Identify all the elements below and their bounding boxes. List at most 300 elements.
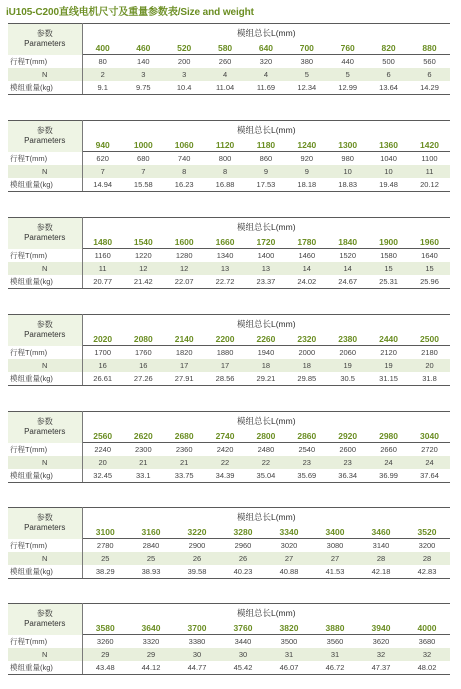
parameters-label (8, 412, 82, 443)
stroke-value: 2120 (380, 348, 397, 357)
n-value: 25 (82, 552, 128, 565)
weight-value: 14.94 (82, 178, 123, 192)
length-value: 1420 (409, 138, 450, 152)
stroke-value: 800 (218, 154, 232, 163)
n-value: 26 (174, 552, 220, 565)
length-value: 2560 (82, 429, 123, 443)
length-value: 2800 (246, 429, 287, 443)
n-label: N (8, 165, 82, 178)
weight-value: 15.58 (123, 178, 164, 192)
parameters-label-cn: 参数 (36, 223, 53, 233)
n-value: 7 (123, 165, 164, 178)
n-value: 15 (368, 262, 409, 275)
n-value: 6 (368, 68, 409, 81)
stroke-value: 2240 (94, 445, 112, 454)
stroke-value: 3500 (280, 637, 298, 646)
weight-value: 21.42 (123, 275, 164, 289)
n-value: 27 (312, 552, 358, 565)
n-value: 6 (409, 68, 450, 81)
length-value: 1960 (409, 235, 450, 249)
n-value: 28 (358, 552, 404, 565)
weight-value: 39.58 (174, 565, 220, 579)
weight-value: 43.48 (82, 661, 128, 675)
weight-value: 36.34 (327, 469, 368, 483)
stroke-value: 1160 (94, 251, 111, 260)
total-length-header: 模组总长L(mm) (82, 24, 450, 42)
length-value: 2980 (368, 429, 409, 443)
n-value: 5 (286, 68, 327, 81)
stroke-value: 1460 (298, 251, 316, 260)
n-value: 17 (205, 359, 246, 372)
stroke-value: 200 (177, 57, 191, 66)
spec-table-1 (8, 23, 450, 95)
n-value: 14 (286, 262, 327, 275)
n-value: 29 (128, 648, 174, 661)
spec-table-2 (8, 120, 450, 192)
weight-value: 36.99 (368, 469, 409, 483)
length-value: 1000 (123, 138, 164, 152)
n-value: 2 (82, 68, 123, 81)
weight-value: 27.26 (123, 372, 164, 386)
n-value: 10 (368, 165, 409, 178)
weight-value: 12.34 (286, 81, 327, 95)
n-value: 3 (123, 68, 164, 81)
spec-table-grid (8, 217, 450, 289)
stroke-value: 1640 (421, 251, 438, 260)
n-value: 30 (220, 648, 266, 661)
stroke-value: 1520 (339, 251, 357, 260)
n-value: 22 (205, 456, 246, 469)
length-value: 2380 (327, 332, 368, 346)
weight-value: 26.61 (82, 372, 123, 386)
n-value: 16 (82, 359, 123, 372)
stroke-value: 1760 (134, 348, 152, 357)
stroke-value: 980 (341, 154, 354, 163)
stroke-value: 1880 (216, 348, 234, 357)
length-value: 3880 (312, 621, 358, 635)
parameters-label-en: Parameters (24, 330, 66, 340)
stroke-value: 80 (98, 57, 107, 66)
parameters-label (8, 121, 82, 152)
n-value: 15 (409, 262, 450, 275)
length-value: 1480 (82, 235, 123, 249)
weight-value: 42.18 (358, 565, 404, 579)
total-length-header: 模组总长L(mm) (82, 121, 450, 139)
stroke-value: 2060 (339, 348, 357, 357)
weight-value: 25.31 (368, 275, 409, 289)
weight-value: 31.15 (368, 372, 409, 386)
weight-value: 19.48 (368, 178, 409, 192)
length-value: 2740 (205, 429, 246, 443)
stroke-value: 2720 (421, 445, 438, 454)
parameters-label-en: Parameters (24, 233, 66, 243)
total-length-header: 模组总长L(mm) (82, 412, 450, 430)
stroke-value: 440 (341, 57, 354, 66)
length-value: 1780 (286, 235, 327, 249)
length-value: 3280 (220, 525, 266, 539)
n-value: 21 (164, 456, 205, 469)
length-value: 1720 (246, 235, 287, 249)
stroke-label: 行程T(mm) (8, 55, 82, 69)
weight-value: 40.88 (266, 565, 312, 579)
weight-value: 29.85 (286, 372, 327, 386)
n-value: 19 (327, 359, 368, 372)
stroke-value: 2900 (188, 541, 206, 550)
weight-value: 30.5 (327, 372, 368, 386)
parameters-label-cn: 参数 (36, 609, 53, 619)
length-value: 3580 (82, 621, 128, 635)
weight-value: 18.83 (327, 178, 368, 192)
weight-value: 27.91 (164, 372, 205, 386)
length-value: 1900 (368, 235, 409, 249)
n-label: N (8, 262, 82, 275)
weight-label: 模组重量(kg) (8, 81, 82, 95)
stroke-label: 行程T(mm) (8, 346, 82, 360)
n-value: 25 (128, 552, 174, 565)
n-value: 27 (266, 552, 312, 565)
weight-value: 32.45 (82, 469, 123, 483)
length-value: 2440 (368, 332, 409, 346)
stroke-value: 1280 (175, 251, 193, 260)
parameters-label (8, 24, 82, 55)
weight-value: 48.02 (404, 661, 450, 675)
length-value: 880 (409, 41, 450, 55)
parameters-label-en: Parameters (24, 619, 66, 629)
weight-value: 9.1 (82, 81, 123, 95)
n-value: 16 (123, 359, 164, 372)
n-value: 14 (327, 262, 368, 275)
weight-value: 37.64 (409, 469, 450, 483)
n-value: 11 (82, 262, 123, 275)
length-value: 3400 (312, 525, 358, 539)
stroke-value: 3620 (372, 637, 390, 646)
n-value: 17 (164, 359, 205, 372)
stroke-value: 3200 (418, 541, 436, 550)
length-value: 520 (164, 41, 205, 55)
weight-value: 35.04 (246, 469, 287, 483)
length-value: 3040 (409, 429, 450, 443)
n-value: 24 (368, 456, 409, 469)
length-value: 2020 (82, 332, 123, 346)
weight-value: 9.75 (123, 81, 164, 95)
length-value: 640 (246, 41, 287, 55)
stroke-value: 3080 (326, 541, 344, 550)
stroke-value: 680 (137, 154, 150, 163)
weight-value: 20.12 (409, 178, 450, 192)
stroke-value: 920 (300, 154, 314, 163)
weight-value: 10.4 (164, 81, 205, 95)
weight-value: 16.23 (164, 178, 205, 192)
stroke-value: 3440 (234, 637, 252, 646)
n-label: N (8, 68, 82, 81)
stroke-value: 1220 (134, 251, 152, 260)
stroke-value: 3020 (280, 541, 298, 550)
spec-table-3 (8, 217, 450, 289)
total-length-header: 模组总长L(mm) (82, 604, 450, 622)
spec-table-7 (8, 603, 450, 675)
stroke-value: 2540 (298, 445, 316, 454)
parameters-label (8, 218, 82, 249)
n-value: 12 (123, 262, 164, 275)
n-value: 9 (286, 165, 327, 178)
stroke-value: 3680 (418, 637, 436, 646)
stroke-value: 620 (96, 154, 109, 163)
weight-value: 18.18 (286, 178, 327, 192)
n-value: 21 (123, 456, 164, 469)
n-value: 23 (286, 456, 327, 469)
n-value: 13 (246, 262, 287, 275)
stroke-value: 2960 (234, 541, 252, 550)
weight-value: 13.64 (368, 81, 409, 95)
weight-label: 模组重量(kg) (8, 661, 82, 675)
n-value: 29 (82, 648, 128, 661)
n-label: N (8, 648, 82, 661)
length-value: 760 (327, 41, 368, 55)
weight-value: 33.1 (123, 469, 164, 483)
length-value: 1600 (164, 235, 205, 249)
length-value: 2920 (327, 429, 368, 443)
stroke-value: 1100 (421, 154, 438, 163)
spec-table-4 (8, 314, 450, 386)
weight-value: 38.93 (128, 565, 174, 579)
weight-value: 35.69 (286, 469, 327, 483)
stroke-value: 3380 (188, 637, 206, 646)
stroke-value: 2300 (134, 445, 152, 454)
stroke-label: 行程T(mm) (8, 152, 82, 166)
length-value: 1120 (205, 138, 246, 152)
weight-value: 23.37 (246, 275, 287, 289)
weight-value: 31.8 (409, 372, 450, 386)
length-value: 2860 (286, 429, 327, 443)
spec-table-grid (8, 411, 450, 483)
n-value: 12 (164, 262, 205, 275)
length-value: 2620 (123, 429, 164, 443)
total-length-header: 模组总长L(mm) (82, 315, 450, 333)
weight-label: 模组重量(kg) (8, 372, 82, 386)
n-value: 31 (312, 648, 358, 661)
length-value: 940 (82, 138, 123, 152)
spec-table-5 (8, 411, 450, 483)
stroke-value: 2660 (380, 445, 397, 454)
stroke-value: 2420 (216, 445, 234, 454)
n-value: 13 (205, 262, 246, 275)
spec-table-grid (8, 314, 450, 386)
length-value: 3760 (220, 621, 266, 635)
spec-table-grid (8, 603, 450, 675)
parameters-label-en: Parameters (24, 136, 66, 146)
length-value: 3160 (128, 525, 174, 539)
length-value: 3700 (174, 621, 220, 635)
n-value: 3 (164, 68, 205, 81)
stroke-value: 1700 (94, 348, 112, 357)
weight-value: 17.53 (246, 178, 287, 192)
n-value: 32 (358, 648, 404, 661)
weight-value: 20.77 (82, 275, 123, 289)
n-value: 10 (327, 165, 368, 178)
stroke-value: 860 (259, 154, 273, 163)
length-value: 1300 (327, 138, 368, 152)
n-value: 8 (205, 165, 246, 178)
length-value: 3340 (266, 525, 312, 539)
parameters-label-cn: 参数 (36, 126, 53, 136)
parameters-label-cn: 参数 (36, 417, 53, 427)
length-value: 1660 (205, 235, 246, 249)
parameters-label-en: Parameters (24, 39, 66, 49)
stroke-value: 140 (137, 57, 150, 66)
parameters-label (8, 508, 82, 539)
length-value: 3640 (128, 621, 174, 635)
length-value: 2680 (164, 429, 205, 443)
weight-value: 41.53 (312, 565, 358, 579)
weight-value: 44.77 (174, 661, 220, 675)
weight-value: 45.42 (220, 661, 266, 675)
length-value: 460 (123, 41, 164, 55)
length-value: 2320 (286, 332, 327, 346)
stroke-value: 2780 (96, 541, 114, 550)
parameters-label-en: Parameters (24, 427, 66, 437)
weight-value: 11.69 (246, 81, 287, 95)
n-label: N (8, 456, 82, 469)
stroke-value: 500 (382, 57, 395, 66)
stroke-label: 行程T(mm) (8, 539, 82, 553)
n-value: 8 (164, 165, 205, 178)
weight-value: 38.29 (82, 565, 128, 579)
length-value: 1180 (246, 138, 287, 152)
page-title: iU105-C200直线电机尺寸及重量参数表/Size and weight (6, 7, 254, 18)
stroke-label: 行程T(mm) (8, 635, 82, 649)
n-value: 18 (286, 359, 327, 372)
n-value: 7 (82, 165, 123, 178)
spec-table-grid (8, 120, 450, 192)
stroke-value: 2000 (298, 348, 316, 357)
weight-value: 12.99 (327, 81, 368, 95)
stroke-value: 1820 (175, 348, 193, 357)
n-value: 20 (409, 359, 450, 372)
weight-value: 14.29 (409, 81, 450, 95)
weight-value: 24.02 (286, 275, 327, 289)
length-value: 3820 (266, 621, 312, 635)
length-value: 2080 (123, 332, 164, 346)
n-value: 22 (246, 456, 287, 469)
weight-value: 46.07 (266, 661, 312, 675)
length-value: 1360 (368, 138, 409, 152)
n-value: 26 (220, 552, 266, 565)
length-value: 1540 (123, 235, 164, 249)
weight-value: 22.07 (164, 275, 205, 289)
stroke-value: 560 (423, 57, 436, 66)
stroke-value: 320 (259, 57, 273, 66)
n-value: 30 (174, 648, 220, 661)
spec-table-grid (8, 23, 450, 95)
length-value: 580 (205, 41, 246, 55)
parameters-label-cn: 参数 (36, 513, 53, 523)
length-value: 3460 (358, 525, 404, 539)
weight-value: 25.96 (409, 275, 450, 289)
length-value: 3100 (82, 525, 128, 539)
spec-table-6 (8, 507, 450, 579)
stroke-value: 3260 (96, 637, 114, 646)
n-value: 24 (409, 456, 450, 469)
weight-value: 22.72 (205, 275, 246, 289)
length-value: 2500 (409, 332, 450, 346)
length-value: 1240 (286, 138, 327, 152)
total-length-header: 模组总长L(mm) (82, 218, 450, 236)
length-value: 4000 (404, 621, 450, 635)
length-value: 2140 (164, 332, 205, 346)
spec-table-grid (8, 507, 450, 579)
weight-value: 16.88 (205, 178, 246, 192)
weight-value: 28.56 (205, 372, 246, 386)
parameters-label (8, 604, 82, 635)
weight-label: 模组重量(kg) (8, 178, 82, 192)
n-value: 19 (368, 359, 409, 372)
weight-value: 11.04 (205, 81, 246, 95)
stroke-value: 1340 (216, 251, 234, 260)
length-value: 1840 (327, 235, 368, 249)
n-value: 4 (246, 68, 287, 81)
length-value: 1060 (164, 138, 205, 152)
weight-value: 33.75 (164, 469, 205, 483)
weight-value: 42.83 (404, 565, 450, 579)
length-value: 400 (82, 41, 123, 55)
stroke-value: 1040 (380, 154, 397, 163)
parameters-label-cn: 参数 (36, 29, 53, 39)
n-value: 20 (82, 456, 123, 469)
weight-label: 模组重量(kg) (8, 565, 82, 579)
stroke-value: 380 (300, 57, 314, 66)
n-label: N (8, 359, 82, 372)
stroke-value: 1400 (257, 251, 275, 260)
length-value: 3940 (358, 621, 404, 635)
n-value: 23 (327, 456, 368, 469)
parameters-label-en: Parameters (24, 523, 66, 533)
stroke-value: 260 (218, 57, 232, 66)
stroke-value: 2600 (339, 445, 357, 454)
weight-value: 29.21 (246, 372, 287, 386)
weight-value: 40.23 (220, 565, 266, 579)
stroke-value: 3320 (142, 637, 160, 646)
weight-value: 47.37 (358, 661, 404, 675)
stroke-value: 3140 (372, 541, 390, 550)
n-value: 28 (404, 552, 450, 565)
length-value: 2200 (205, 332, 246, 346)
weight-label: 模组重量(kg) (8, 469, 82, 483)
n-value: 9 (246, 165, 287, 178)
weight-value: 44.12 (128, 661, 174, 675)
length-value: 700 (286, 41, 327, 55)
parameters-label (8, 315, 82, 346)
length-value: 820 (368, 41, 409, 55)
weight-value: 46.72 (312, 661, 358, 675)
stroke-value: 1940 (257, 348, 275, 357)
n-value: 18 (246, 359, 287, 372)
weight-value: 24.67 (327, 275, 368, 289)
n-value: 4 (205, 68, 246, 81)
length-value: 3520 (404, 525, 450, 539)
stroke-label: 行程T(mm) (8, 443, 82, 457)
stroke-value: 2480 (257, 445, 275, 454)
stroke-label: 行程T(mm) (8, 249, 82, 263)
stroke-value: 3560 (326, 637, 344, 646)
weight-value: 34.39 (205, 469, 246, 483)
total-length-header: 模组总长L(mm) (82, 508, 450, 526)
length-value: 3220 (174, 525, 220, 539)
stroke-value: 1580 (380, 251, 397, 260)
n-value: 31 (266, 648, 312, 661)
n-value: 5 (327, 68, 368, 81)
stroke-value: 2180 (421, 348, 438, 357)
weight-label: 模组重量(kg) (8, 275, 82, 289)
